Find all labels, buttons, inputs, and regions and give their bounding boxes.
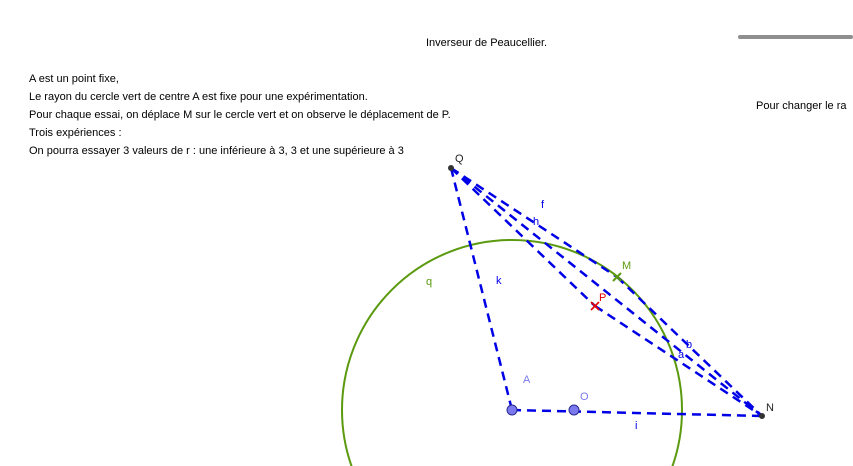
label-Q: Q <box>455 153 464 165</box>
label-q: q <box>426 276 433 288</box>
point-M[interactable] <box>613 273 621 281</box>
description-line: Pour chaque essai, on déplace M sur le cercle vert et on observe le déplacement de P. <box>29 109 451 121</box>
point-P[interactable] <box>591 302 599 310</box>
label-M: M <box>622 260 632 272</box>
point-O[interactable] <box>569 405 579 415</box>
page-title: Inverseur de Peaucellier. <box>426 37 548 49</box>
segment-k[interactable] <box>451 168 512 410</box>
label-N: N <box>766 402 774 414</box>
description-line: Le rayon du cercle vert de centre A est fixe pour une expérimentation. <box>29 91 368 103</box>
slider-caption: Pour changer le ra <box>756 100 847 112</box>
segment-i[interactable] <box>512 410 762 416</box>
label-k: k <box>496 275 502 287</box>
label-b: b <box>686 339 693 351</box>
label-P: P <box>599 292 607 304</box>
segment-a[interactable] <box>595 306 762 416</box>
label-O: O <box>580 391 589 403</box>
point-Q[interactable] <box>448 165 454 171</box>
label-a: a <box>678 349 685 361</box>
label-f: f <box>541 199 545 211</box>
description-line: A est un point fixe, <box>29 73 119 85</box>
description-line: Trois expériences : <box>29 127 122 139</box>
segment-qn[interactable] <box>451 168 762 416</box>
label-h: h <box>533 216 540 228</box>
point-A[interactable] <box>507 405 517 415</box>
description-line: On pourra essayer 3 valeurs de r : une inférieure à 3, 3 et une supérieure à 3 <box>29 145 404 157</box>
green-circle[interactable] <box>342 240 682 466</box>
segment-h[interactable] <box>451 168 595 306</box>
label-A: A <box>523 374 531 386</box>
label-i: i <box>635 420 638 432</box>
point-N[interactable] <box>759 413 765 419</box>
